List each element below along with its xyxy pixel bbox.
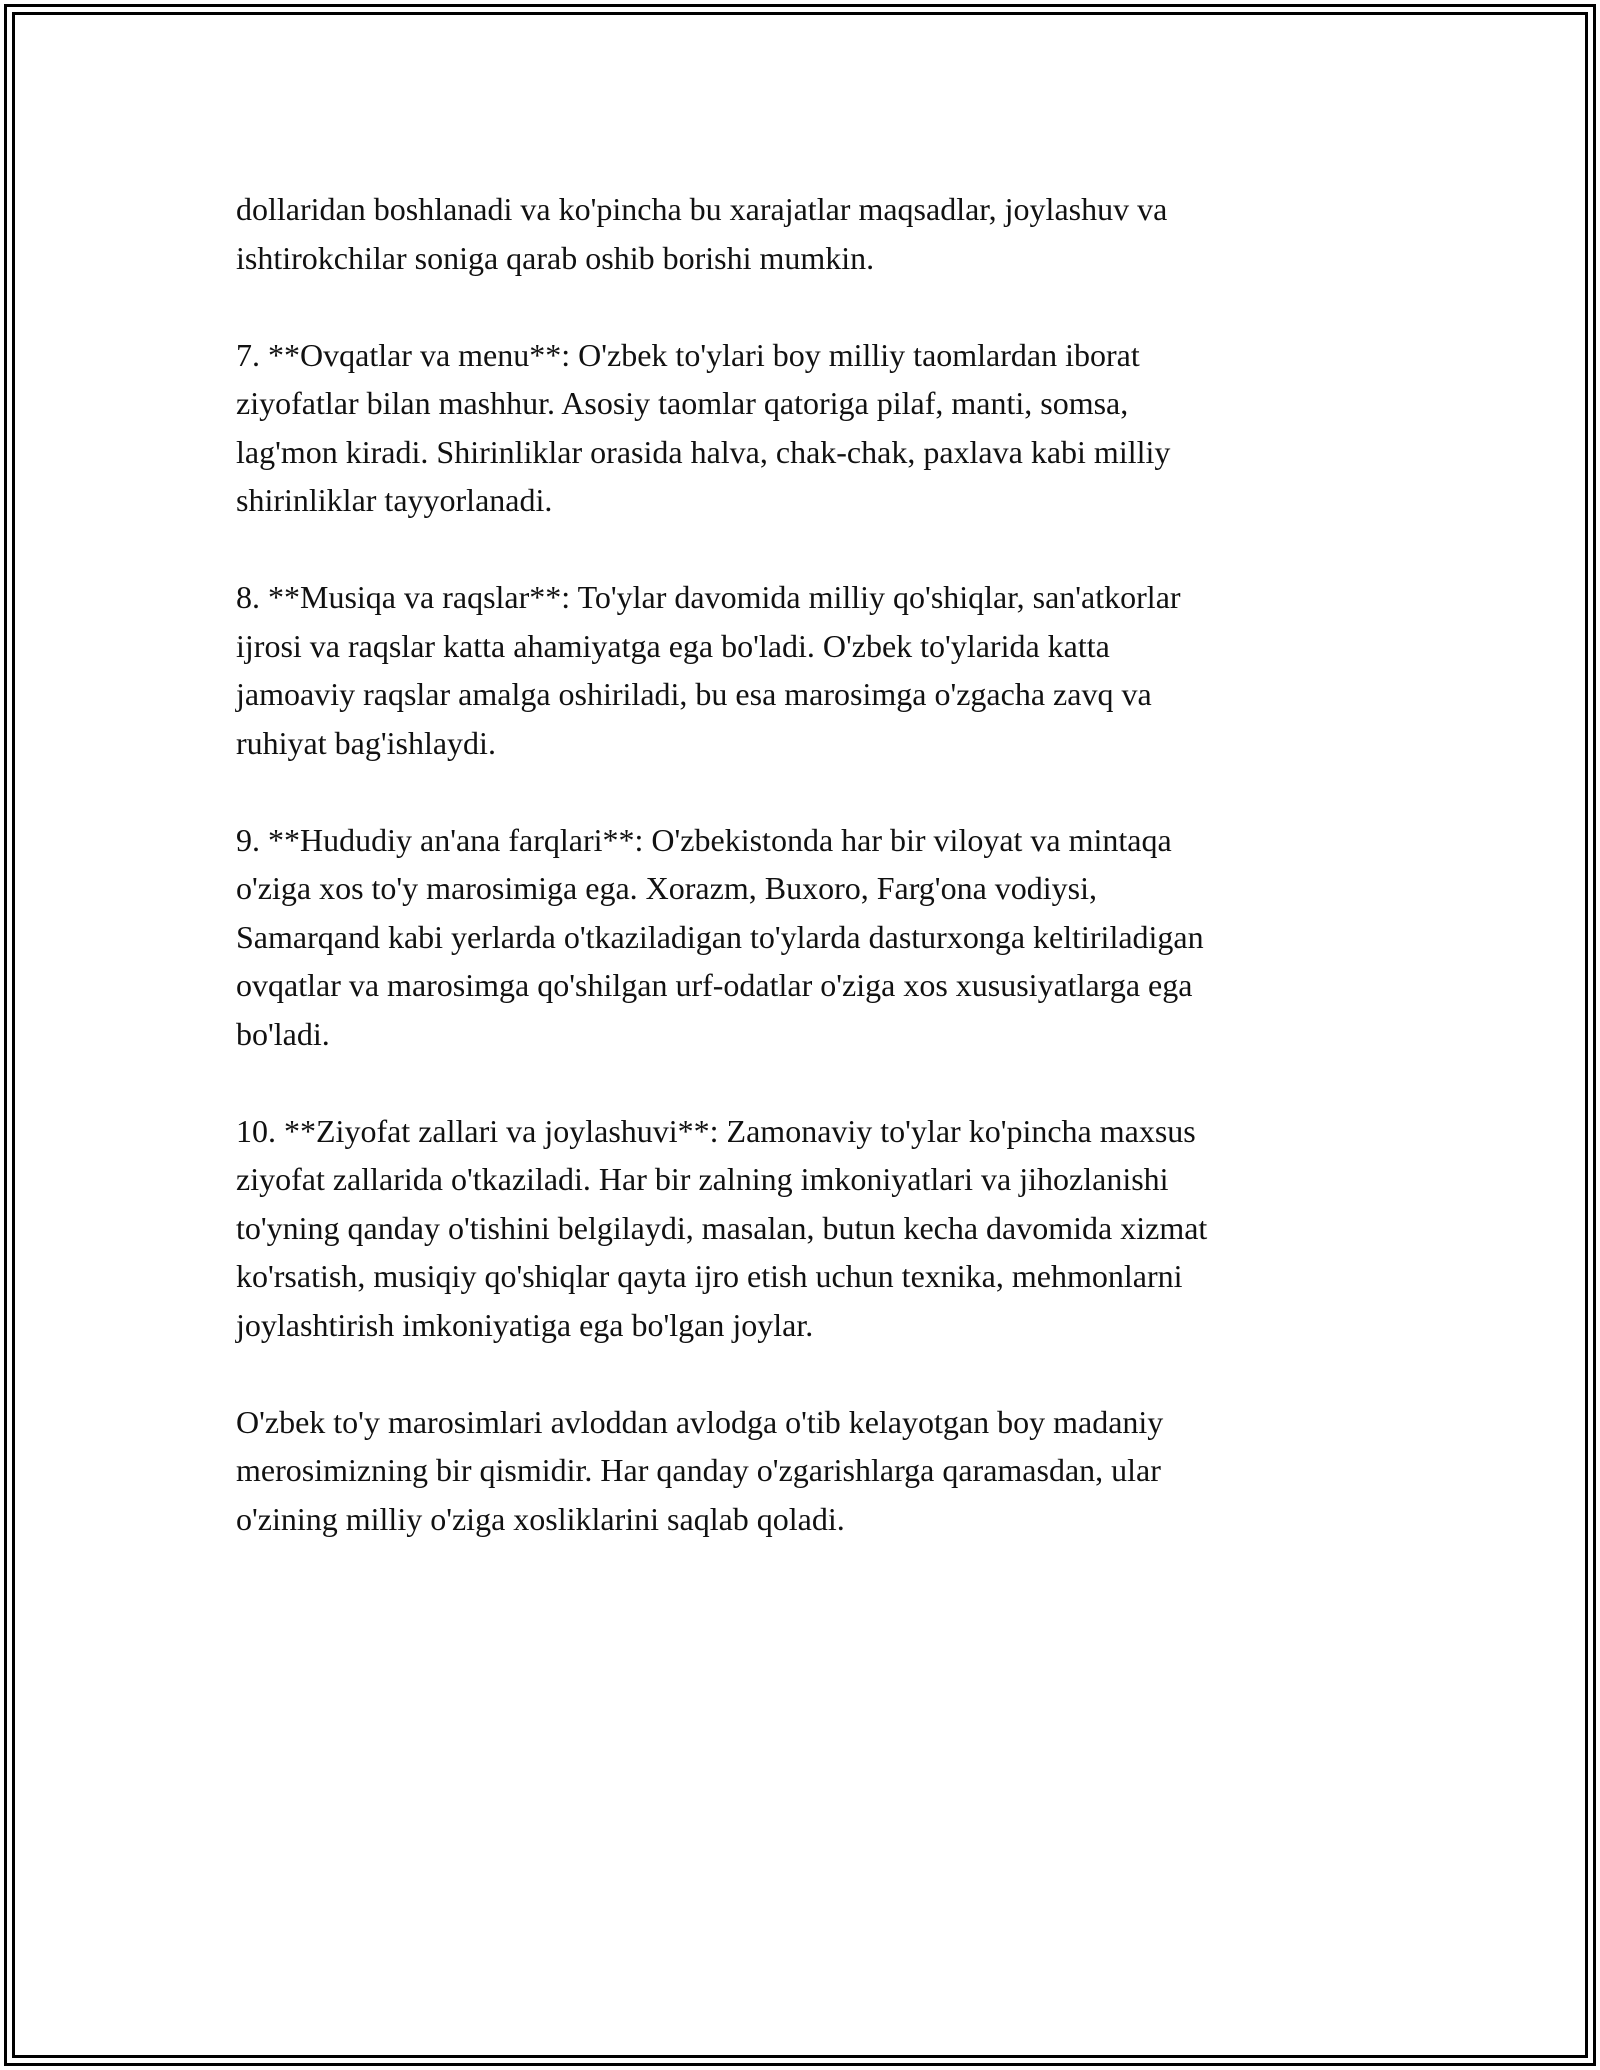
document-body bbox=[236, 185, 1364, 1592]
paragraph-banquet-halls: 10. **Ziyofat zallari va joylashuvi**: Zamonaviy to'ylar ko'pincha maxsus ziyofat zallarida o'tkaziladi. Har bir zalning imkoniyatlari va jihozlanishi to'yning qanday o'tishini belgilaydi, masalan, butun kecha davomida xizmat ko'rsatish, musiqiy qo'shiqlar qayta ijro etish uchun texnika, mehmonlarni joylashtirish imkoniyatiga ega bo'lgan joylar. bbox=[236, 1112, 1208, 1343]
paragraph-regional-differences: 9. **Hududiy an'ana farqlari**: O'zbekistonda har bir viloyat va mintaqa o'ziga xos to'y marosimiga ega. Xorazm, Buxoro, Farg'ona vodiysi, Samarqand kabi yerlarda o'tkaziladigan to'ylarda dasturxonga keltiriladigan ovqatlar va marosimga qo'shilgan urf-odatlar o'ziga xos xususiyatlarga ega bo'ladi. bbox=[236, 821, 1204, 1052]
paragraph-conclusion: O'zbek to'y marosimlari avloddan avlodga o'tib kelayotgan boy madaniy merosimizning bir qismidir. Har qanday o'zgarishlarga qaramasdan, ular o'zining milliy o'ziga xosliklarini saqlab qoladi. bbox=[236, 1403, 1164, 1537]
paragraph-music-and-dance: 8. **Musiqa va raqslar**: To'ylar davomida milliy qo'shiqlar, san'atkorlar ijrosi va raqslar katta ahamiyatga ega bo'ladi. O'zbek to'ylarida katta jamoaviy raqslar amalga oshiriladi, bu esa marosimga o'zgacha zavq va ruhiyat bag'ishlaydi. bbox=[236, 579, 1181, 761]
paragraph-food-and-menu: 7. **Ovqatlar va menu**: O'zbek to'ylari boy milliy taomlardan iborat ziyofatlar bilan mashhur. Asosiy taomlar qatoriga pilaf, manti, somsa, lag'mon kiradi. Shirinliklar orasida halva, chak-chak, paxlava kabi milliy shirinliklar tayyorlanadi. bbox=[236, 336, 1171, 518]
paragraph-costs-continued: dollaridan boshlanadi va ko'pincha bu xarajatlar maqsadlar, joylashuv va ishtirokchilar soniga qarab oshib borishi mumkin. bbox=[236, 191, 1168, 276]
